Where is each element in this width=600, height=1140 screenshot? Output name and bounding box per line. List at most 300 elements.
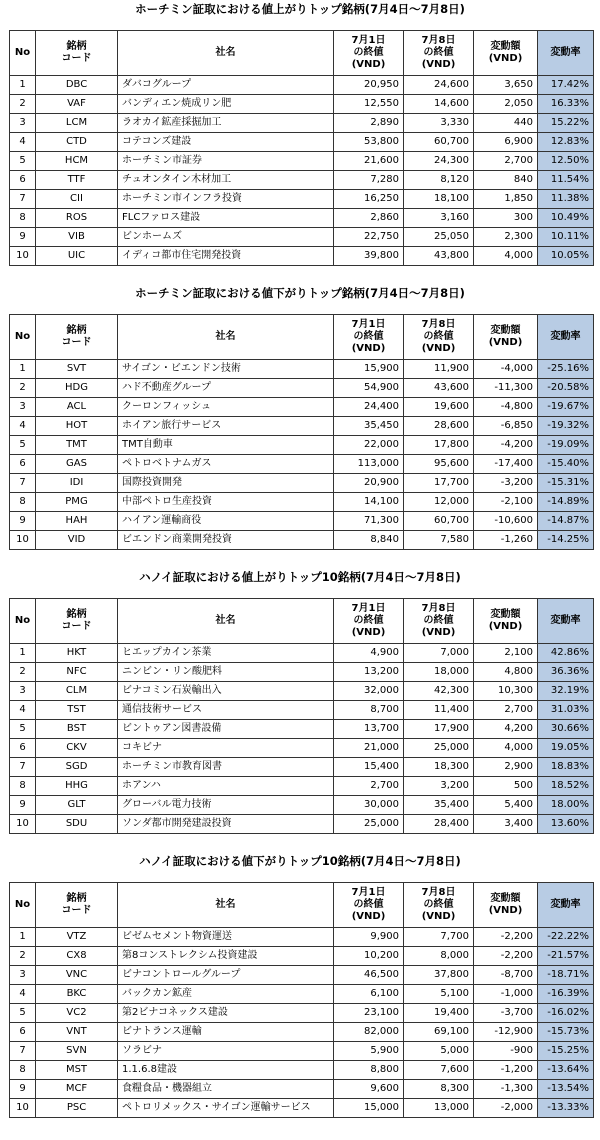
table-row [10, 1061, 594, 1080]
cell-close1: 2,890 [334, 114, 404, 133]
table-row [10, 796, 594, 815]
cell-close1: 4,900 [334, 644, 404, 663]
cell-close1: 35,450 [334, 417, 404, 436]
cell-no: 9 [10, 228, 36, 247]
cell-no: 9 [10, 512, 36, 531]
cell-close2: 8,000 [404, 947, 474, 966]
cell-change: -3,200 [474, 474, 538, 493]
cell-change: -4,800 [474, 398, 538, 417]
cell-rate: -19.09% [538, 436, 594, 455]
cell-rate: 10.49% [538, 209, 594, 228]
table-row [10, 474, 594, 493]
cell-change: -1,200 [474, 1061, 538, 1080]
cell-rate: 18.83% [538, 758, 594, 777]
cell-close1: 13,700 [334, 720, 404, 739]
cell-code: UIC [36, 247, 118, 266]
cell-close1: 8,840 [334, 531, 404, 550]
table-row [10, 398, 594, 417]
header-row [10, 599, 594, 644]
cell-change: -10,600 [474, 512, 538, 531]
cell-code: VNC [36, 966, 118, 985]
cell-code: SGD [36, 758, 118, 777]
cell-code: BKC [36, 985, 118, 1004]
cell-close2: 3,200 [404, 777, 474, 796]
cell-rate: 13.60% [538, 815, 594, 834]
cell-name: バンディエン焼成リン肥 [118, 95, 334, 114]
cell-no: 7 [10, 190, 36, 209]
cell-close1: 39,800 [334, 247, 404, 266]
table-row [10, 436, 594, 455]
cell-no: 10 [10, 815, 36, 834]
cell-no: 9 [10, 1080, 36, 1099]
cell-no: 10 [10, 247, 36, 266]
cell-close1: 22,000 [334, 436, 404, 455]
table-row [10, 815, 594, 834]
cell-rate: 19.05% [538, 739, 594, 758]
cell-no: 5 [10, 436, 36, 455]
cell-rate: -18.71% [538, 966, 594, 985]
cell-no: 5 [10, 720, 36, 739]
table-row [10, 417, 594, 436]
header-close2: 7月8日 の終値 (VND) [404, 31, 474, 76]
cell-no: 1 [10, 360, 36, 379]
cell-rate: -16.02% [538, 1004, 594, 1023]
table-row [10, 512, 594, 531]
header-code: 銘柄 コード [36, 31, 118, 76]
cell-no: 7 [10, 1042, 36, 1061]
cell-code: VC2 [36, 1004, 118, 1023]
cell-name: FLCファロス建設 [118, 209, 334, 228]
cell-name: ビナコミン石炭輸出入 [118, 682, 334, 701]
table-row [10, 209, 594, 228]
cell-change: 10,300 [474, 682, 538, 701]
cell-close1: 16,250 [334, 190, 404, 209]
cell-rate: -19.67% [538, 398, 594, 417]
cell-change: 440 [474, 114, 538, 133]
table-row [10, 379, 594, 398]
header-no: No [10, 883, 36, 928]
header-change: 変動額 (VND) [474, 315, 538, 360]
cell-rate: -15.31% [538, 474, 594, 493]
cell-close2: 3,330 [404, 114, 474, 133]
cell-code: LCM [36, 114, 118, 133]
cell-name: 中部ペトロ生産投資 [118, 493, 334, 512]
header-no: No [10, 599, 36, 644]
ranking-section [0, 284, 600, 564]
cell-close2: 8,120 [404, 171, 474, 190]
cell-name: 食糧食品・機器組立 [118, 1080, 334, 1099]
header-close1: 7月1日 の終値 (VND) [334, 883, 404, 928]
cell-change: -17,400 [474, 455, 538, 474]
cell-name: ビナコントロールグループ [118, 966, 334, 985]
cell-close1: 24,400 [334, 398, 404, 417]
cell-close1: 12,550 [334, 95, 404, 114]
cell-change: -3,700 [474, 1004, 538, 1023]
cell-name: ソンダ都市開発建設投資 [118, 815, 334, 834]
cell-no: 2 [10, 379, 36, 398]
cell-no: 3 [10, 966, 36, 985]
cell-close1: 8,800 [334, 1061, 404, 1080]
cell-change: 500 [474, 777, 538, 796]
table-row [10, 985, 594, 1004]
cell-code: TST [36, 701, 118, 720]
cell-close1: 21,600 [334, 152, 404, 171]
cell-code: TMT [36, 436, 118, 455]
cell-code: TTF [36, 171, 118, 190]
cell-code: SVN [36, 1042, 118, 1061]
table-row [10, 190, 594, 209]
cell-close1: 20,900 [334, 474, 404, 493]
cell-code: HHG [36, 777, 118, 796]
cell-rate: 16.33% [538, 95, 594, 114]
cell-no: 3 [10, 398, 36, 417]
header-close1: 7月1日 の終値 (VND) [334, 31, 404, 76]
table-row [10, 1004, 594, 1023]
cell-rate: -14.89% [538, 493, 594, 512]
cell-rate: -15.73% [538, 1023, 594, 1042]
cell-no: 6 [10, 171, 36, 190]
table-row [10, 758, 594, 777]
cell-code: HOT [36, 417, 118, 436]
table-row [10, 95, 594, 114]
cell-name: イディコ都市住宅開発投資 [118, 247, 334, 266]
cell-close2: 25,050 [404, 228, 474, 247]
cell-no: 6 [10, 739, 36, 758]
header-change: 変動額 (VND) [474, 31, 538, 76]
cell-close2: 7,580 [404, 531, 474, 550]
cell-close2: 37,800 [404, 966, 474, 985]
cell-change: -2,000 [474, 1099, 538, 1118]
cell-close1: 113,000 [334, 455, 404, 474]
section-title: ハノイ証取における値上がりトップ10銘柄(7月4日～7月8日) [139, 570, 461, 584]
cell-code: ACL [36, 398, 118, 417]
cell-rate: 12.83% [538, 133, 594, 152]
cell-rate: 32.19% [538, 682, 594, 701]
cell-close2: 3,160 [404, 209, 474, 228]
cell-name: ホーチミン市インフラ投資 [118, 190, 334, 209]
cell-no: 3 [10, 114, 36, 133]
table-row [10, 966, 594, 985]
cell-no: 2 [10, 95, 36, 114]
header-change: 変動額 (VND) [474, 883, 538, 928]
header-close2: 7月8日 の終値 (VND) [404, 883, 474, 928]
cell-close2: 35,400 [404, 796, 474, 815]
cell-code: SDU [36, 815, 118, 834]
cell-close2: 95,600 [404, 455, 474, 474]
cell-no: 8 [10, 493, 36, 512]
header-rate: 変動率 [538, 31, 594, 76]
cell-close2: 18,100 [404, 190, 474, 209]
cell-change: 6,900 [474, 133, 538, 152]
cell-close2: 11,900 [404, 360, 474, 379]
cell-rate: -21.57% [538, 947, 594, 966]
cell-close1: 46,500 [334, 966, 404, 985]
cell-close1: 6,100 [334, 985, 404, 1004]
cell-rate: -14.87% [538, 512, 594, 531]
section-title: ハノイ証取における値下がりトップ10銘柄(7月4日～7月8日) [139, 854, 461, 868]
cell-name: ハイアン運輸商役 [118, 512, 334, 531]
cell-no: 9 [10, 796, 36, 815]
cell-no: 5 [10, 152, 36, 171]
cell-close2: 28,400 [404, 815, 474, 834]
cell-rate: 18.00% [538, 796, 594, 815]
cell-no: 1 [10, 644, 36, 663]
cell-no: 6 [10, 1023, 36, 1042]
cell-rate: 12.50% [538, 152, 594, 171]
cell-change: 4,000 [474, 247, 538, 266]
header-name: 社名 [118, 31, 334, 76]
table-row [10, 114, 594, 133]
cell-close2: 43,800 [404, 247, 474, 266]
cell-no: 8 [10, 1061, 36, 1080]
cell-change: -11,300 [474, 379, 538, 398]
cell-code: VNT [36, 1023, 118, 1042]
header-rate: 変動率 [538, 599, 594, 644]
cell-close2: 69,100 [404, 1023, 474, 1042]
cell-change: 1,850 [474, 190, 538, 209]
cell-code: HAH [36, 512, 118, 531]
cell-close2: 17,800 [404, 436, 474, 455]
cell-change: -2,100 [474, 493, 538, 512]
cell-rate: -13.64% [538, 1061, 594, 1080]
cell-no: 8 [10, 209, 36, 228]
ranking-table [9, 314, 594, 550]
cell-close1: 9,600 [334, 1080, 404, 1099]
cell-code: CTD [36, 133, 118, 152]
cell-change: -4,000 [474, 360, 538, 379]
table-row [10, 228, 594, 247]
cell-rate: -13.33% [538, 1099, 594, 1118]
cell-close2: 24,600 [404, 76, 474, 95]
cell-name: チュオンタイン木材加工 [118, 171, 334, 190]
header-no: No [10, 315, 36, 360]
cell-code: PMG [36, 493, 118, 512]
cell-name: ホアンハ [118, 777, 334, 796]
cell-name: コテコンズ建設 [118, 133, 334, 152]
header-name: 社名 [118, 883, 334, 928]
ranking-table [9, 882, 594, 1118]
cell-close2: 7,700 [404, 928, 474, 947]
cell-close2: 17,900 [404, 720, 474, 739]
cell-no: 1 [10, 76, 36, 95]
cell-code: IDI [36, 474, 118, 493]
cell-rate: 18.52% [538, 777, 594, 796]
table-row [10, 1080, 594, 1099]
cell-change: 2,050 [474, 95, 538, 114]
cell-change: 2,700 [474, 152, 538, 171]
cell-change: -2,200 [474, 928, 538, 947]
cell-name: ビントゥアン図書設備 [118, 720, 334, 739]
table-row [10, 663, 594, 682]
cell-close1: 32,000 [334, 682, 404, 701]
cell-rate: 42.86% [538, 644, 594, 663]
cell-close1: 53,800 [334, 133, 404, 152]
cell-no: 1 [10, 928, 36, 947]
cell-rate: 10.05% [538, 247, 594, 266]
cell-name: コキビナ [118, 739, 334, 758]
header-name: 社名 [118, 599, 334, 644]
cell-code: HDG [36, 379, 118, 398]
cell-close1: 22,750 [334, 228, 404, 247]
cell-close2: 25,000 [404, 739, 474, 758]
cell-code: CKV [36, 739, 118, 758]
cell-change: 4,000 [474, 739, 538, 758]
cell-change: 2,900 [474, 758, 538, 777]
header-close1: 7月1日 の終値 (VND) [334, 315, 404, 360]
ranking-section [0, 568, 600, 848]
cell-code: GAS [36, 455, 118, 474]
cell-change: 3,400 [474, 815, 538, 834]
ranking-table [9, 30, 594, 266]
cell-code: VTZ [36, 928, 118, 947]
section-title: ホーチミン証取における値上がりトップ銘柄(7月4日～7月8日) [135, 2, 465, 16]
cell-close1: 15,000 [334, 1099, 404, 1118]
cell-close1: 15,400 [334, 758, 404, 777]
table-row [10, 455, 594, 474]
cell-close2: 14,600 [404, 95, 474, 114]
header-close2: 7月8日 の終値 (VND) [404, 315, 474, 360]
cell-close1: 20,950 [334, 76, 404, 95]
cell-close1: 30,000 [334, 796, 404, 815]
table-row [10, 531, 594, 550]
cell-change: 2,300 [474, 228, 538, 247]
cell-code: DBC [36, 76, 118, 95]
cell-name: 通信技術サービス [118, 701, 334, 720]
cell-change: -1,300 [474, 1080, 538, 1099]
cell-rate: 10.11% [538, 228, 594, 247]
cell-name: ヒエップカイン茶業 [118, 644, 334, 663]
cell-no: 5 [10, 1004, 36, 1023]
table-row [10, 360, 594, 379]
cell-name: ホーチミン市証券 [118, 152, 334, 171]
section-title: ホーチミン証取における値下がりトップ銘柄(7月4日～7月8日) [135, 286, 465, 300]
cell-code: PSC [36, 1099, 118, 1118]
cell-no: 8 [10, 777, 36, 796]
cell-close1: 10,200 [334, 947, 404, 966]
cell-name: バックカン鉱産 [118, 985, 334, 1004]
table-row [10, 928, 594, 947]
cell-change: 4,200 [474, 720, 538, 739]
cell-code: MST [36, 1061, 118, 1080]
cell-rate: -16.39% [538, 985, 594, 1004]
cell-code: CX8 [36, 947, 118, 966]
header-row [10, 31, 594, 76]
cell-close2: 43,600 [404, 379, 474, 398]
cell-rate: -25.16% [538, 360, 594, 379]
table-row [10, 644, 594, 663]
header-close1: 7月1日 の終値 (VND) [334, 599, 404, 644]
cell-name: ラオカイ鉱産採掘加工 [118, 114, 334, 133]
cell-code: VID [36, 531, 118, 550]
cell-close1: 2,860 [334, 209, 404, 228]
table-row [10, 682, 594, 701]
cell-name: ビンホームズ [118, 228, 334, 247]
cell-close2: 7,600 [404, 1061, 474, 1080]
cell-rate: 11.54% [538, 171, 594, 190]
cell-name: ソラビナ [118, 1042, 334, 1061]
cell-change: 2,700 [474, 701, 538, 720]
cell-close2: 28,600 [404, 417, 474, 436]
cell-rate: 11.38% [538, 190, 594, 209]
cell-no: 10 [10, 1099, 36, 1118]
table-row [10, 947, 594, 966]
cell-code: VAF [36, 95, 118, 114]
cell-close2: 60,700 [404, 133, 474, 152]
table-row [10, 1023, 594, 1042]
table-row [10, 76, 594, 95]
cell-change: -6,850 [474, 417, 538, 436]
cell-close1: 15,900 [334, 360, 404, 379]
cell-name: 第2ビナコネックス建設 [118, 1004, 334, 1023]
cell-close2: 18,000 [404, 663, 474, 682]
table-row [10, 171, 594, 190]
cell-code: ROS [36, 209, 118, 228]
cell-close2: 17,700 [404, 474, 474, 493]
cell-name: ペトロリメックス・サイゴン運輸サービス [118, 1099, 334, 1118]
cell-no: 6 [10, 455, 36, 474]
cell-code: HCM [36, 152, 118, 171]
cell-no: 2 [10, 947, 36, 966]
cell-name: TMT自動車 [118, 436, 334, 455]
cell-close1: 23,100 [334, 1004, 404, 1023]
cell-name: ハド不動産グループ [118, 379, 334, 398]
header-change: 変動額 (VND) [474, 599, 538, 644]
cell-name: クーロンフィッシュ [118, 398, 334, 417]
cell-rate: -14.25% [538, 531, 594, 550]
cell-close1: 13,200 [334, 663, 404, 682]
header-code: 銘柄 コード [36, 883, 118, 928]
table-row [10, 133, 594, 152]
header-row [10, 883, 594, 928]
cell-close1: 21,000 [334, 739, 404, 758]
cell-no: 4 [10, 701, 36, 720]
cell-name: 1.1.6.8建設 [118, 1061, 334, 1080]
table-row [10, 152, 594, 171]
cell-change: 5,400 [474, 796, 538, 815]
cell-close2: 24,300 [404, 152, 474, 171]
cell-close1: 54,900 [334, 379, 404, 398]
cell-rate: -20.58% [538, 379, 594, 398]
cell-no: 7 [10, 758, 36, 777]
header-row [10, 315, 594, 360]
cell-close1: 2,700 [334, 777, 404, 796]
cell-change: -8,700 [474, 966, 538, 985]
cell-no: 4 [10, 417, 36, 436]
cell-rate: -19.32% [538, 417, 594, 436]
table-row [10, 739, 594, 758]
cell-name: ビナトランス運輸 [118, 1023, 334, 1042]
cell-change: 4,800 [474, 663, 538, 682]
table-row [10, 493, 594, 512]
header-name: 社名 [118, 315, 334, 360]
header-code: 銘柄 コード [36, 599, 118, 644]
cell-rate: -15.25% [538, 1042, 594, 1061]
cell-name: ビゼムセメント物資運送 [118, 928, 334, 947]
cell-code: HKT [36, 644, 118, 663]
cell-name: 国際投資開発 [118, 474, 334, 493]
cell-close1: 8,700 [334, 701, 404, 720]
header-rate: 変動率 [538, 315, 594, 360]
cell-code: CII [36, 190, 118, 209]
cell-close2: 60,700 [404, 512, 474, 531]
cell-close2: 5,100 [404, 985, 474, 1004]
cell-close2: 11,400 [404, 701, 474, 720]
cell-no: 10 [10, 531, 36, 550]
table-row [10, 720, 594, 739]
cell-close2: 19,400 [404, 1004, 474, 1023]
cell-name: ビエンドン商業開発投資 [118, 531, 334, 550]
ranking-section [0, 0, 600, 280]
